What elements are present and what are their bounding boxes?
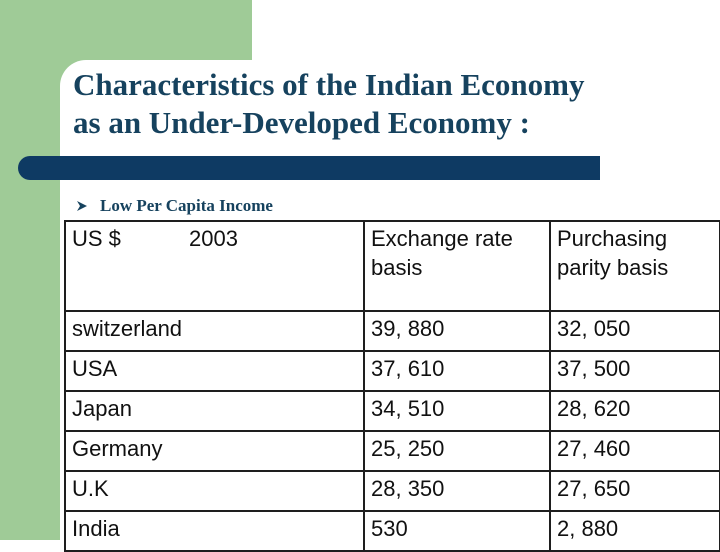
country-cell: switzerland (65, 311, 364, 351)
ppp-cell: 28, 620 (550, 391, 720, 431)
title-line-1: Characteristics of the Indian Economy (73, 67, 585, 102)
ppp-cell: 37, 500 (550, 351, 720, 391)
table-row (65, 391, 720, 431)
header-currency-year (65, 221, 364, 311)
header-exchange-rate: Exchange rate basis (364, 221, 550, 311)
ppp-cell: 32, 050 (550, 311, 720, 351)
country-cell: Japan (65, 391, 364, 431)
exchange-cell: 25, 250 (364, 431, 550, 471)
title-underline-bar (18, 156, 600, 180)
exchange-cell: 530 (364, 511, 550, 551)
table-row (65, 431, 720, 471)
header-currency: US $ (72, 226, 121, 251)
table-row (65, 471, 720, 511)
exchange-cell: 39, 880 (364, 311, 550, 351)
table-header-row (65, 221, 720, 311)
ppp-cell: 2, 880 (550, 511, 720, 551)
bullet-item (76, 194, 273, 218)
table-row (65, 351, 720, 391)
title-line-2: as an Under-Developed Economy : (73, 105, 530, 140)
table-row (65, 511, 720, 551)
country-cell: U.K (65, 471, 364, 511)
country-cell: India (65, 511, 364, 551)
bullet-text: Low Per Capita Income (100, 196, 273, 215)
ppp-cell: 27, 650 (550, 471, 720, 511)
slide-title (73, 66, 713, 142)
header-purchasing-parity: Purchasing parity basis (550, 221, 720, 311)
exchange-cell: 28, 350 (364, 471, 550, 511)
exchange-cell: 37, 610 (364, 351, 550, 391)
country-cell: USA (65, 351, 364, 391)
header-year: 2003 (189, 226, 238, 251)
arrowhead-bullet-icon (76, 200, 88, 212)
income-table (64, 220, 720, 552)
table-row (65, 311, 720, 351)
ppp-cell: 27, 460 (550, 431, 720, 471)
exchange-cell: 34, 510 (364, 391, 550, 431)
country-cell: Germany (65, 431, 364, 471)
